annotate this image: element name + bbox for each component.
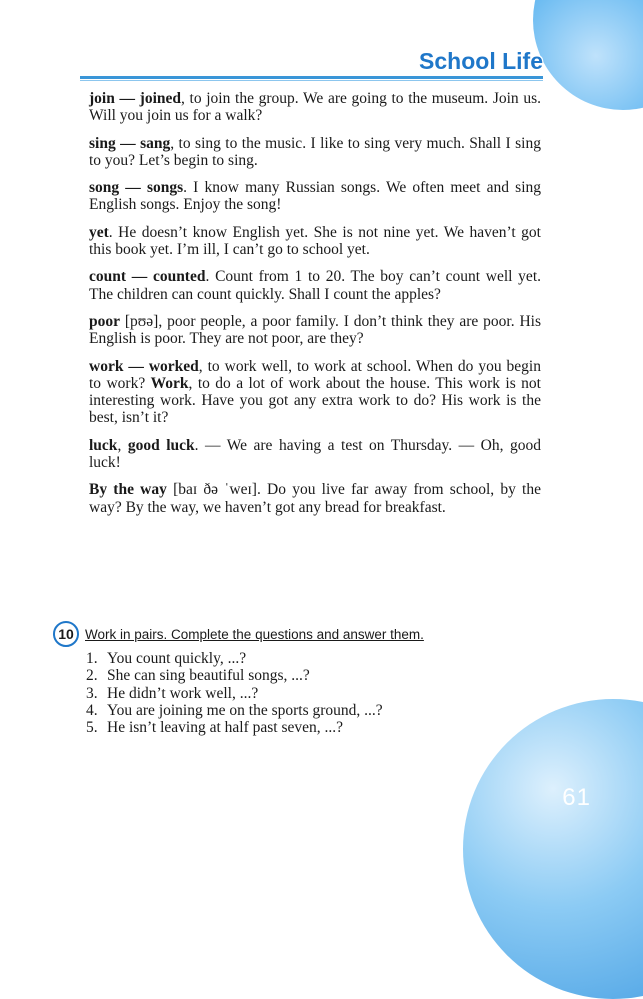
- list-item: [86, 650, 506, 667]
- list-item: [86, 685, 506, 702]
- question-text: She can sing beautiful songs, ...?: [107, 667, 310, 685]
- entry-by-the-way: [89, 481, 541, 516]
- question-number: 3.: [86, 684, 98, 702]
- headword: By the way: [89, 481, 167, 499]
- entry-count: [89, 268, 541, 303]
- entry-poor: [89, 313, 541, 348]
- exercise-number-badge: 10: [53, 621, 79, 647]
- question-number: 5.: [86, 719, 98, 737]
- corner-decoration-top: [533, 0, 643, 110]
- entry-text: , to sing to the music. I like to sing very much. Shall I sing to you? Let’s begin to sing.: [89, 134, 541, 169]
- entry-text: , to work well, to work at school. When do you begin to work?: [89, 357, 541, 392]
- question-text: You are joining me on the sports ground, ...?: [107, 701, 383, 719]
- headword: song — songs: [89, 179, 184, 197]
- headword: sing — sang: [89, 134, 171, 152]
- headword: luck: [89, 436, 118, 454]
- entry-text: [pʊə], poor people, a poor family. I don’t think they are poor. His English is poor. They are not poor, are they?: [89, 312, 541, 348]
- question-text: He didn’t work well, ...?: [107, 684, 259, 702]
- list-item: [86, 667, 506, 684]
- question-number: 1.: [86, 650, 98, 667]
- entry-text: . Count from 1 to 20. The boy can’t count well yet. The children can count quickly. Shall I count the apples?: [89, 268, 541, 303]
- entry-work: [89, 358, 541, 427]
- list-item: [86, 702, 506, 719]
- headword: join — joined: [89, 90, 181, 107]
- exercise-header: [53, 621, 553, 647]
- headword: count — counted: [89, 268, 206, 286]
- entry-yet: [89, 224, 541, 259]
- entry-join: [89, 90, 541, 125]
- question-text: You count quickly, ...?: [107, 650, 247, 667]
- entry-text: , to join the group. We are going to the museum. Join us. Will you join us for a walk?: [89, 90, 541, 125]
- exercise-instruction: Work in pairs. Complete the questions and answer them.: [85, 626, 424, 642]
- entry-sing: [89, 135, 541, 170]
- question-list: [86, 650, 506, 736]
- headword-secondary: good luck: [127, 436, 195, 454]
- headword: poor: [89, 312, 120, 330]
- entry-text-secondary: , to do a lot of work about the house. This work is not interesting work. Have you got any extra work to do? His work is the best, isn’t it?: [89, 374, 541, 427]
- entry-luck: [89, 437, 541, 472]
- section-title: School Life: [419, 48, 543, 74]
- headword: yet: [89, 223, 109, 241]
- page-number: 61: [562, 784, 591, 811]
- entry-song: [89, 179, 541, 214]
- separator: ,: [117, 436, 128, 454]
- corner-decoration-bottom: [463, 699, 643, 999]
- vocabulary-section: [89, 90, 541, 526]
- headword-secondary: Work: [150, 374, 189, 392]
- question-text: He isn’t leaving at half past seven, ...?: [107, 719, 344, 737]
- entry-text: . He doesn’t know English yet. She is not nine yet. We haven’t got this book yet. I’m ill, I can’t go to school yet.: [89, 223, 541, 259]
- headword: work — worked: [89, 357, 199, 375]
- entry-text: . — We are having a test on Thursday. — Oh, good luck!: [89, 436, 542, 472]
- question-number: 4.: [86, 701, 98, 719]
- entry-text: [baɪ ðə ˈweɪ]. Do you live far away from school, by the way? By the way, we haven’t got any bread for breakfast.: [89, 481, 541, 516]
- header-divider: [80, 76, 543, 79]
- list-item: [86, 719, 506, 736]
- question-number: 2.: [86, 667, 98, 685]
- entry-text: . I know many Russian songs. We often meet and sing English songs. Enjoy the song!: [89, 179, 541, 214]
